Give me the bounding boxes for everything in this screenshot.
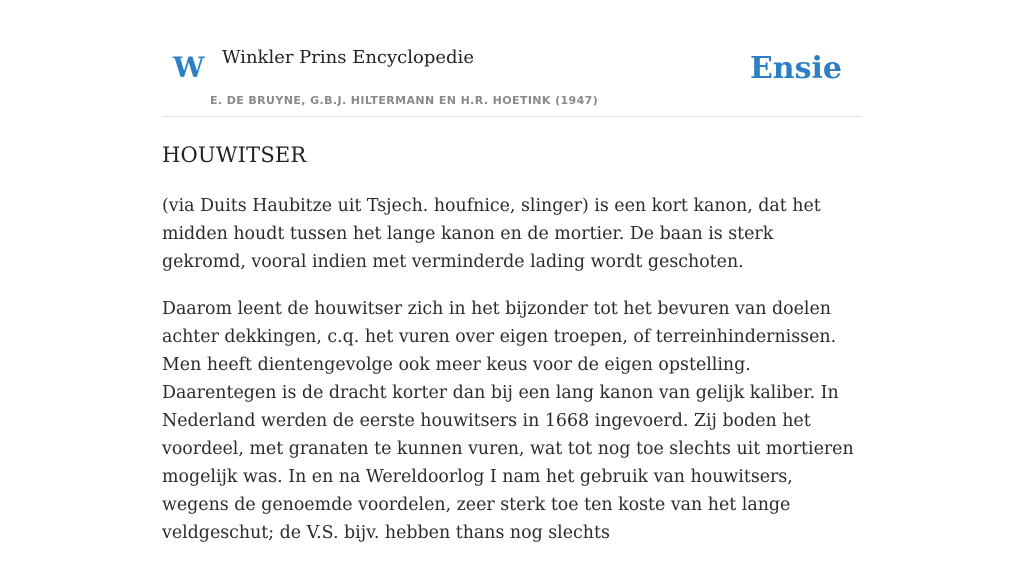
- article-paragraph: Daarom leent de houwitser zich in het bijzonder tot het bevuren van doelen achter dekkingen, c.q. het vuren over eigen troepen, of terreinhindernissen. Men heeft dientengevolge ook meer keus voor de eigen opstelling. Daarentegen is de dracht korter dan bij een lang kanon van gelijk kaliber. In Nederland werden de eerste houwitsers in 1668 ingevoerd. Zij boden het voordeel, met granaten te kunnen vuren, wat tot nog toe slechts uit mortieren mogelijk was. In en na Wereldoorlog I nam het gebruik van houwitsers, wegens de genoemde voordelen, zeer sterk toe ten koste van het lange veldgeschut; de V.S. bijv. hebben thans nog slechts: [162, 299, 854, 543]
- article-headword: HOUWITSER: [162, 143, 307, 167]
- brand-logo[interactable]: Ensie: [749, 51, 842, 86]
- page: [162, 0, 862, 543]
- article-body: [162, 192, 862, 566]
- source-title[interactable]: Winkler Prins Encyclopedie: [222, 47, 474, 68]
- source-logo[interactable]: W: [173, 51, 205, 84]
- source-header: [162, 0, 862, 117]
- article-paragraph: (via Duits Haubitze uit Tsjech. houfnice, slinger) is een kort kanon, dat het midden houdt tussen het lange kanon en de mortier. De baan is sterk gekromd, vooral indien met verminderde lading wordt geschoten.: [162, 196, 821, 272]
- source-authors: E. DE BRUYNE, G.B.J. HILTERMANN EN H.R. HOETINK (1947): [210, 94, 599, 107]
